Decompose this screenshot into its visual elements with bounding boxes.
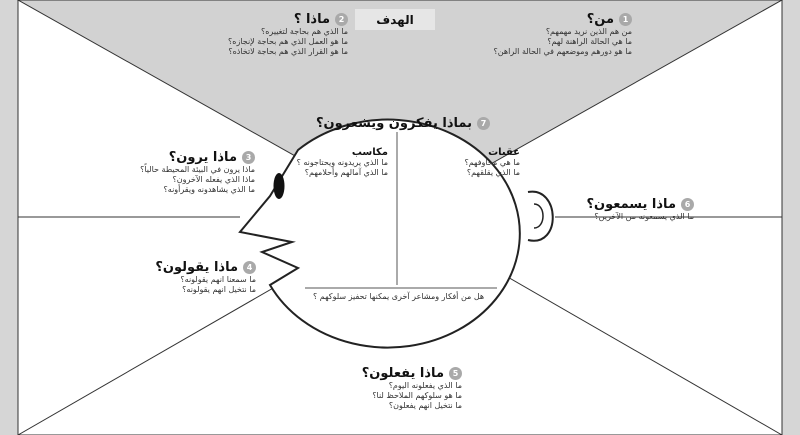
section-what-line: ما هو العمل الذي هم بحاجة لإنجازه؟ bbox=[228, 37, 348, 46]
step-number-1: 1 bbox=[619, 13, 632, 26]
section-do bbox=[350, 366, 462, 411]
section-do-line: ما نتخيل انهم يفعلون؟ bbox=[388, 401, 462, 410]
section-who-line: ما هو دورهم وموضعهم في الحالة الراهن؟ bbox=[493, 47, 632, 56]
step-number-3: 3 bbox=[242, 151, 255, 164]
step-number-4: 4 bbox=[243, 261, 256, 274]
pains-line: ما هي مخاوفهم؟ bbox=[464, 158, 520, 167]
section-what-title: ماذا ؟ bbox=[293, 12, 330, 27]
section-see-title: ماذا يرون؟ bbox=[168, 150, 237, 165]
section-hear-title: ماذا يسمعون؟ bbox=[586, 197, 676, 212]
section-do-title: ماذا يفعلون؟ bbox=[361, 366, 444, 381]
section-what-line: ما الذي هم بحاجة لتغييره؟ bbox=[260, 27, 348, 36]
section-see-line: ماذا يرون في البيئة المحيطة حالياً؟ bbox=[140, 165, 255, 174]
section-what bbox=[205, 12, 348, 57]
section-what-header bbox=[205, 12, 348, 27]
section-who-line: ما هي الحالة الراهنة لهم؟ bbox=[547, 37, 632, 46]
step-number-6: 6 bbox=[681, 198, 694, 211]
section-see-header bbox=[100, 150, 255, 165]
section-hear-line: ما الذي يسمعونه من الآخرين؟ bbox=[594, 212, 694, 221]
pains-block bbox=[425, 147, 520, 178]
section-do-header bbox=[350, 366, 462, 381]
section-say-line: ما سمعنا انهم يقولونه؟ bbox=[180, 275, 256, 284]
section-say-header bbox=[140, 260, 256, 275]
section-see-line: ماذا الذي يفعله الآخرون؟ bbox=[172, 175, 255, 184]
step-number-5: 5 bbox=[449, 367, 462, 380]
section-do-line: ما هو سلوكهم الملاحظ لنا؟ bbox=[372, 391, 462, 400]
gains-line: ما الذي يريدونه ويحتاجونه ؟ bbox=[296, 158, 388, 167]
eye bbox=[274, 173, 285, 199]
section-who-header bbox=[520, 12, 632, 27]
goal-label: الهدف bbox=[355, 9, 435, 30]
section-think-header bbox=[315, 116, 490, 131]
section-who bbox=[493, 12, 632, 57]
section-think-title: بماذا يفكرون ويشعرون؟ bbox=[315, 116, 472, 131]
section-see bbox=[100, 150, 255, 195]
section-think bbox=[315, 116, 490, 131]
section-see-line: ما الذي يشاهدونه ويقرأونه؟ bbox=[163, 185, 255, 194]
section-hear bbox=[568, 197, 694, 222]
gains-line: ما الذي آمالهم وأحلامهم؟ bbox=[304, 168, 388, 177]
section-what-line: ما هو القرار الذي هم بحاجة لاتخاذه؟ bbox=[228, 47, 348, 56]
section-who-title: من؟ bbox=[586, 12, 614, 27]
other-thoughts-prompt: هل من أفكار ومشاعر آخرى يمكنها تحفيز سلوكهم ؟ bbox=[313, 292, 485, 301]
section-say-title: ماذا يقولون؟ bbox=[155, 260, 238, 275]
step-number-7: 7 bbox=[477, 117, 490, 130]
pains-line: ما الذي يقلقهم؟ bbox=[466, 168, 520, 177]
step-number-2: 2 bbox=[335, 13, 348, 26]
section-say-line: ما نتخيل انهم يقولونه؟ bbox=[182, 285, 256, 294]
section-say bbox=[140, 260, 256, 295]
gains-block bbox=[285, 147, 388, 178]
pains-title: عقبات bbox=[488, 147, 520, 158]
section-who-line: من هم الذين نريد مهمهم؟ bbox=[545, 27, 632, 36]
section-do-line: ما الذي يفعلونه اليوم؟ bbox=[388, 381, 462, 390]
section-hear-header bbox=[568, 197, 694, 212]
gains-title: مكاسب bbox=[351, 147, 388, 158]
